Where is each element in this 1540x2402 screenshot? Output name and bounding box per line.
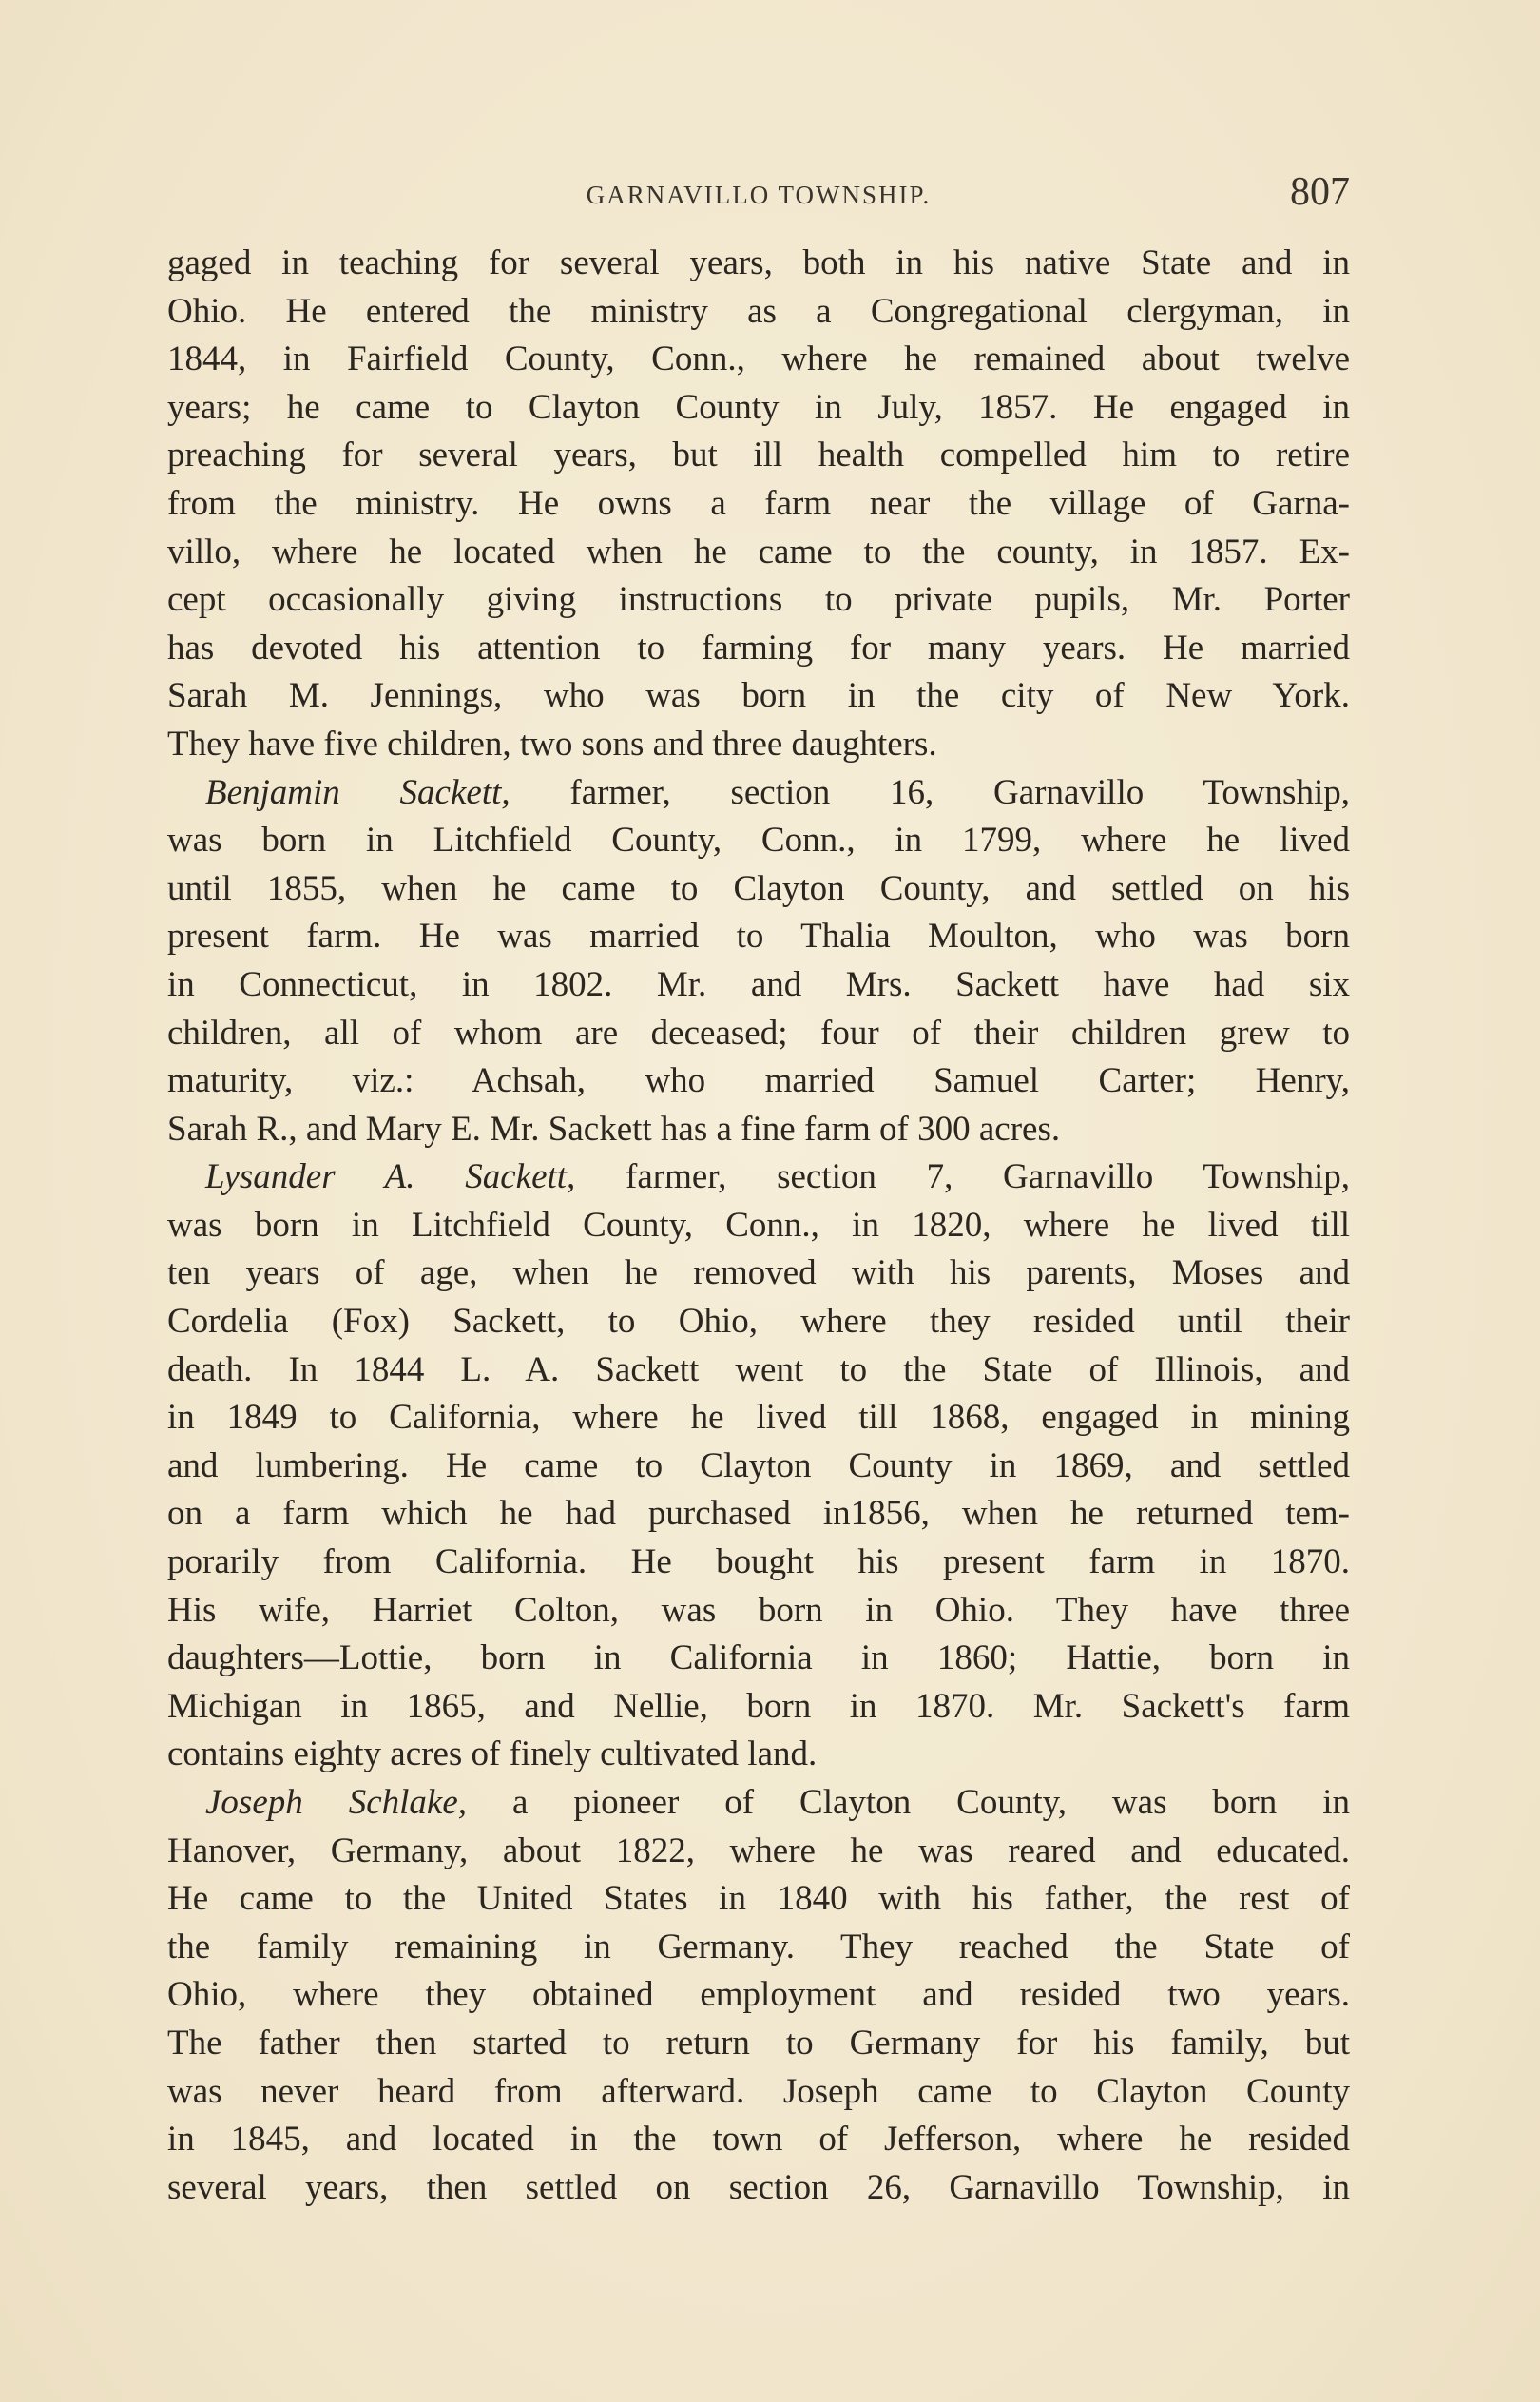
text-line: villo, where he located when he came to the county, in 1857. Ex-: [167, 532, 1350, 571]
entry-name: Benjamin Sackett,: [205, 772, 510, 812]
entry-first-line: [167, 769, 1350, 818]
text-line: has devoted his attention to farming for many years. He married: [167, 628, 1350, 668]
entry-first-line-text: farmer, section 7, Garnavillo Township,: [575, 1157, 1350, 1197]
text-line: ten years of age, when he removed with his parents, Moses and: [167, 1253, 1350, 1293]
text-line: on a farm which he had purchased in1856, when he returned tem-: [167, 1494, 1350, 1534]
text-line: 1844, in Fairfield County, Conn., where he remained about twelve: [167, 339, 1350, 379]
text-line: in Connecticut, in 1802. Mr. and Mrs. Sackett have had six: [167, 964, 1350, 1004]
text-line: was born in Litchfield County, Conn., in 1799, where he lived: [167, 821, 1350, 861]
text-line: daughters—Lottie, born in California in 1860; Hattie, born in: [167, 1638, 1350, 1678]
text-line: years; he came to Clayton County in July, 1857. He engaged in: [167, 387, 1350, 427]
page-number: 807: [1290, 170, 1350, 214]
text-line: Ohio. He entered the ministry as a Congregational clergyman, in: [167, 291, 1350, 331]
body-text: [167, 240, 1350, 2212]
entry-name: Lysander A. Sackett,: [205, 1157, 576, 1197]
text-line: children, all of whom are deceased; four of their children grew to: [167, 1013, 1350, 1053]
text-line: They have five children, two sons and three daughters.: [167, 724, 937, 764]
text-line: contains eighty acres of finely cultivated land.: [167, 1734, 818, 1774]
text-line: from the ministry. He owns a farm near the village of Garna-: [167, 483, 1350, 523]
text-line: was born in Litchfield County, Conn., in 1820, where he lived till: [167, 1205, 1350, 1245]
text-line: the family remaining in Germany. They reached the State of: [167, 1927, 1350, 1966]
text-line: Sarah M. Jennings, who was born in the city of New York.: [167, 676, 1350, 716]
text-line: present farm. He was married to Thalia Moulton, who was born: [167, 917, 1350, 957]
entry-first-line-text: farmer, section 16, Garnavillo Township,: [510, 772, 1350, 812]
text-line: The father then started to return to Germany for his family, but: [167, 2023, 1350, 2063]
text-line: He came to the United States in 1840 with his father, the rest of: [167, 1879, 1350, 1919]
text-line: Cordelia (Fox) Sackett, to Ohio, where they resided until their: [167, 1302, 1350, 1342]
running-head: [167, 169, 1350, 217]
text-line: porarily from California. He bought his present farm in 1870.: [167, 1542, 1350, 1582]
entry-first-line: [167, 1779, 1350, 1828]
text-line: maturity, viz.: Achsah, who married Samuel Carter; Henry,: [167, 1061, 1350, 1101]
text-line: was never heard from afterward. Joseph came to Clayton County: [167, 2071, 1350, 2111]
text-line: in 1845, and located in the town of Jefferson, where he resided: [167, 2120, 1350, 2160]
text-line: Michigan in 1865, and Nellie, born in 1870. Mr. Sackett's farm: [167, 1686, 1350, 1726]
text-line: cept occasionally giving instructions to private pupils, Mr. Porter: [167, 580, 1350, 620]
entry-first-line: [167, 1153, 1350, 1202]
text-line: Sarah R., and Mary E. Mr. Sackett has a fine farm of 300 acres.: [167, 1109, 1061, 1149]
text-line: Hanover, Germany, about 1822, where he was reared and educated.: [167, 1831, 1350, 1870]
text-line: until 1855, when he came to Clayton County, and settled on his: [167, 868, 1350, 908]
running-head-title: GARNAVILLO TOWNSHIP.: [586, 181, 932, 209]
text-line: gaged in teaching for several years, both in his native State and in: [167, 243, 1350, 282]
entry-name: Joseph Schlake,: [205, 1783, 468, 1822]
text-line: preaching for several years, but ill health compelled him to retire: [167, 436, 1350, 475]
text-line: death. In 1844 L. A. Sackett went to the State of Illinois, and: [167, 1349, 1350, 1389]
entry-first-line-text: a pioneer of Clayton County, was born in: [467, 1783, 1350, 1822]
text-line: Ohio, where they obtained employment and resided two years.: [167, 1975, 1350, 2015]
text-line: several years, then settled on section 26, Garnavillo Township, in: [167, 2167, 1350, 2207]
text-line: in 1849 to California, where he lived till 1868, engaged in mining: [167, 1398, 1350, 1438]
text-line: and lumbering. He came to Clayton County in 1869, and settled: [167, 1445, 1350, 1485]
text-line: His wife, Harriet Colton, was born in Ohio. They have three: [167, 1590, 1350, 1630]
